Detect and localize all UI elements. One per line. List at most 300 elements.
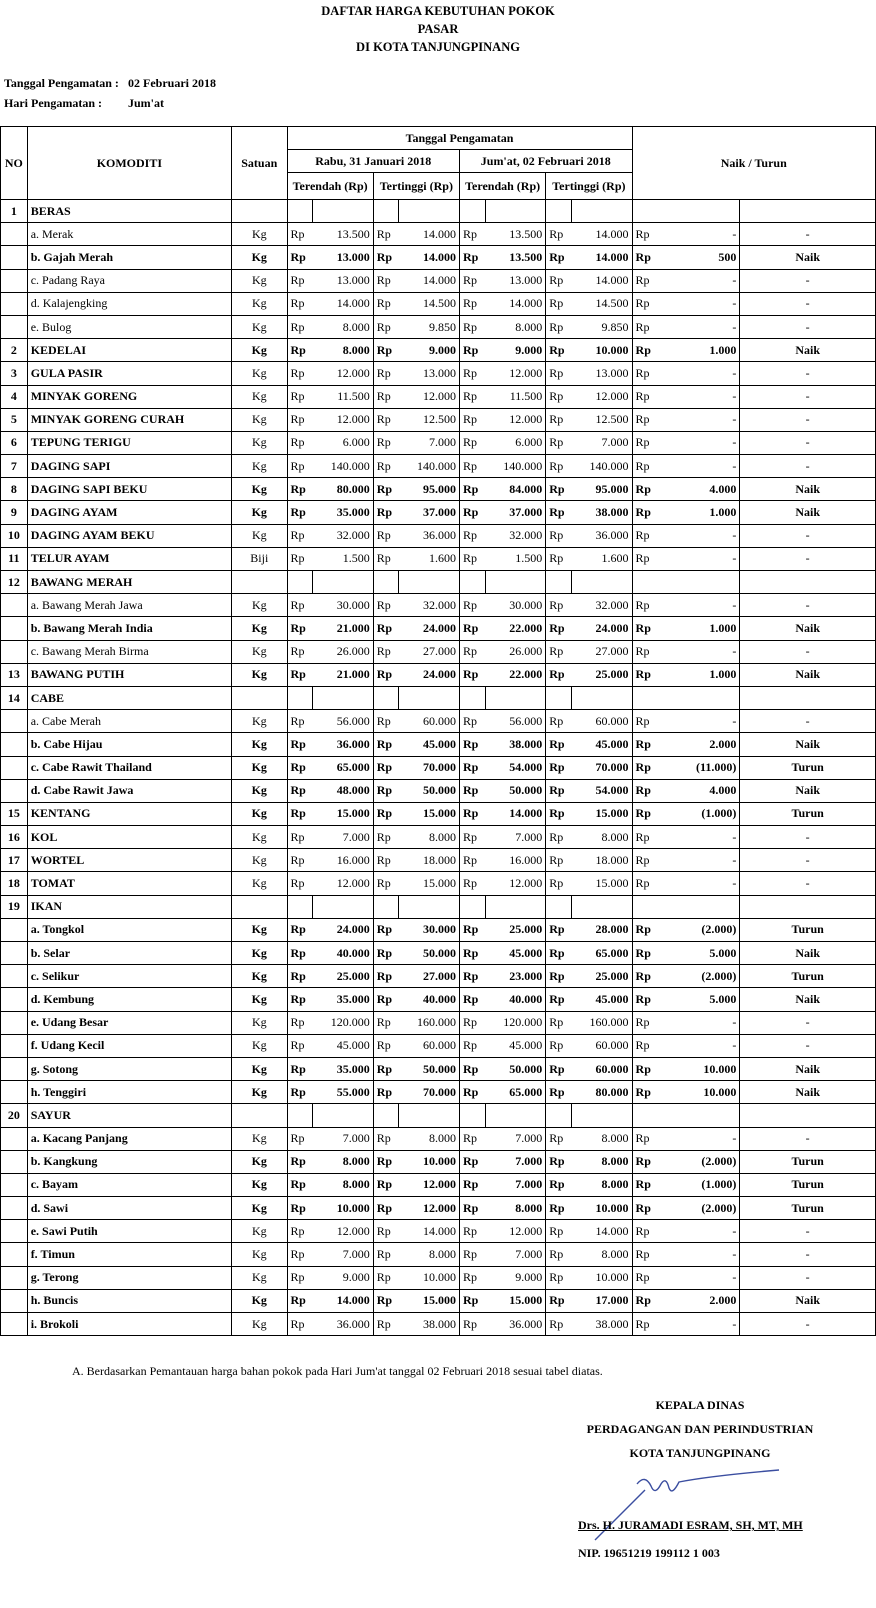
currency-label: Rp (632, 223, 658, 246)
price-difference: - (658, 269, 740, 292)
currency-label: Rp (373, 1313, 399, 1336)
row-number (1, 1127, 28, 1150)
table-row (1, 988, 876, 1011)
commodity-name: WORTEL (27, 849, 231, 872)
empty-cell (571, 895, 632, 918)
currency-label: Rp (373, 617, 399, 640)
observation-day (4, 96, 164, 111)
currency-label: Rp (460, 408, 486, 431)
commodity-name: f. Timun (27, 1243, 231, 1266)
header-date-2: Jum'at, 02 Februari 2018 (460, 150, 633, 173)
price-value: 13.000 (313, 246, 374, 269)
currency-label: Rp (373, 524, 399, 547)
price-value: 40.000 (313, 942, 374, 965)
price-value: 60.000 (571, 710, 632, 733)
price-difference: (1.000) (658, 802, 740, 825)
currency-label: Rp (546, 918, 572, 941)
table-row (1, 733, 876, 756)
price-difference: (2.000) (658, 965, 740, 988)
price-value: 24.000 (313, 918, 374, 941)
unit: Kg (232, 269, 287, 292)
price-value: 30.000 (313, 594, 374, 617)
currency-label: Rp (546, 617, 572, 640)
price-value: 65.000 (571, 942, 632, 965)
price-value: 84.000 (485, 478, 546, 501)
currency-label: Rp (373, 547, 399, 570)
empty-cell (313, 200, 374, 223)
empty-cell (399, 200, 460, 223)
price-value: 36.000 (485, 1313, 546, 1336)
currency-label: Rp (546, 756, 572, 779)
currency-label: Rp (287, 594, 313, 617)
currency-label: Rp (632, 269, 658, 292)
price-value: 8.000 (571, 1150, 632, 1173)
row-number (1, 1057, 28, 1080)
change-status: - (740, 362, 876, 385)
commodity-name: c. Bayam (27, 1173, 231, 1196)
price-difference: - (658, 1220, 740, 1243)
table-row (1, 339, 876, 362)
price-value: 37.000 (485, 501, 546, 524)
price-value: 1.600 (399, 547, 460, 570)
price-value: 32.000 (313, 524, 374, 547)
price-value: 12.000 (485, 1220, 546, 1243)
price-difference: - (658, 1011, 740, 1034)
empty-cell (232, 571, 287, 594)
price-value: 36.000 (571, 524, 632, 547)
currency-label: Rp (546, 802, 572, 825)
price-value: 7.000 (313, 826, 374, 849)
table-row (1, 1057, 876, 1080)
price-value: 38.000 (485, 733, 546, 756)
price-value: 18.000 (571, 849, 632, 872)
row-number: 8 (1, 478, 28, 501)
empty-cell (373, 686, 399, 709)
unit: Kg (232, 733, 287, 756)
row-number (1, 269, 28, 292)
price-difference: - (658, 594, 740, 617)
currency-label: Rp (632, 246, 658, 269)
unit: Biji (232, 547, 287, 570)
row-number (1, 988, 28, 1011)
price-value: 8.000 (313, 1150, 374, 1173)
price-value: 25.000 (571, 965, 632, 988)
empty-cell (485, 1104, 546, 1127)
empty-cell (287, 1104, 313, 1127)
currency-label: Rp (632, 524, 658, 547)
unit: Kg (232, 385, 287, 408)
currency-label: Rp (632, 756, 658, 779)
table-row (1, 849, 876, 872)
currency-label: Rp (546, 1266, 572, 1289)
commodity-name: CABE (27, 686, 231, 709)
row-number: 1 (1, 200, 28, 223)
currency-label: Rp (287, 779, 313, 802)
change-status: Naik (740, 1289, 876, 1312)
price-value: 95.000 (399, 478, 460, 501)
empty-cell (232, 200, 287, 223)
commodity-name: c. Cabe Rawit Thailand (27, 756, 231, 779)
unit: Kg (232, 501, 287, 524)
currency-label: Rp (460, 849, 486, 872)
unit: Kg (232, 223, 287, 246)
currency-label: Rp (546, 292, 572, 315)
change-status: - (740, 1266, 876, 1289)
change-status: Naik (740, 988, 876, 1011)
commodity-name: GULA PASIR (27, 362, 231, 385)
table-row (1, 1034, 876, 1057)
price-value: 30.000 (399, 918, 460, 941)
commodity-name: KEDELAI (27, 339, 231, 362)
price-difference: 5.000 (658, 988, 740, 1011)
empty-cell (485, 895, 546, 918)
unit: Kg (232, 1173, 287, 1196)
price-difference: - (658, 385, 740, 408)
row-number (1, 942, 28, 965)
commodity-name: DAGING SAPI BEKU (27, 478, 231, 501)
row-number (1, 918, 28, 941)
row-number: 17 (1, 849, 28, 872)
price-value: 26.000 (313, 640, 374, 663)
group-row (1, 571, 876, 594)
currency-label: Rp (373, 942, 399, 965)
commodity-name: h. Tenggiri (27, 1081, 231, 1104)
currency-label: Rp (546, 779, 572, 802)
price-value: 24.000 (399, 617, 460, 640)
price-difference: - (658, 223, 740, 246)
price-value: 27.000 (399, 640, 460, 663)
row-number (1, 779, 28, 802)
change-status: - (740, 1313, 876, 1336)
currency-label: Rp (460, 640, 486, 663)
commodity-name: a. Cabe Merah (27, 710, 231, 733)
row-number: 19 (1, 895, 28, 918)
price-value: 15.000 (399, 1289, 460, 1312)
currency-label: Rp (460, 223, 486, 246)
price-value: 8.000 (571, 1243, 632, 1266)
price-value: 24.000 (571, 617, 632, 640)
price-value: 12.000 (485, 872, 546, 895)
price-difference: 4.000 (658, 478, 740, 501)
group-row (1, 1104, 876, 1127)
currency-label: Rp (460, 269, 486, 292)
price-value: 1.500 (313, 547, 374, 570)
change-status: Turun (740, 1173, 876, 1196)
currency-label: Rp (373, 1243, 399, 1266)
empty-cell (546, 1104, 572, 1127)
row-number (1, 965, 28, 988)
currency-label: Rp (546, 710, 572, 733)
unit: Kg (232, 1127, 287, 1150)
currency-label: Rp (546, 1127, 572, 1150)
currency-label: Rp (373, 1220, 399, 1243)
empty-cell (287, 686, 313, 709)
price-value: 8.000 (571, 1127, 632, 1150)
price-value: 50.000 (485, 1057, 546, 1080)
row-number: 7 (1, 455, 28, 478)
header-komoditi: KOMODITI (27, 127, 231, 200)
price-value: 15.000 (399, 872, 460, 895)
currency-label: Rp (546, 1289, 572, 1312)
table-row (1, 756, 876, 779)
currency-label: Rp (373, 478, 399, 501)
row-number (1, 756, 28, 779)
currency-label: Rp (460, 942, 486, 965)
observation-date-value: 02 Februari 2018 (128, 76, 216, 90)
commodity-name: MINYAK GORENG CURAH (27, 408, 231, 431)
currency-label: Rp (373, 1173, 399, 1196)
table-row (1, 292, 876, 315)
table-row (1, 1243, 876, 1266)
change-status: - (740, 710, 876, 733)
price-difference: - (658, 362, 740, 385)
price-value: 1.500 (485, 547, 546, 570)
price-difference: 10.000 (658, 1081, 740, 1104)
commodity-name: a. Tongkol (27, 918, 231, 941)
currency-label: Rp (546, 1243, 572, 1266)
price-difference: 1.000 (658, 339, 740, 362)
empty-cell (460, 200, 486, 223)
price-value: 140.000 (485, 455, 546, 478)
price-value: 7.000 (571, 431, 632, 454)
commodity-name: f. Udang Kecil (27, 1034, 231, 1057)
price-value: 12.000 (313, 362, 374, 385)
price-difference: - (658, 455, 740, 478)
currency-label: Rp (287, 362, 313, 385)
currency-label: Rp (460, 872, 486, 895)
price-value: 12.500 (399, 408, 460, 431)
empty-cell (232, 1104, 287, 1127)
price-value: 80.000 (571, 1081, 632, 1104)
currency-label: Rp (460, 617, 486, 640)
empty-cell (740, 686, 876, 709)
doc-subtitle-market: PASAR (417, 22, 459, 36)
price-value: 13.000 (399, 362, 460, 385)
price-value: 54.000 (485, 756, 546, 779)
price-value: 6.000 (313, 431, 374, 454)
commodity-name: g. Sotong (27, 1057, 231, 1080)
row-number (1, 1011, 28, 1034)
currency-label: Rp (287, 385, 313, 408)
price-value: 7.000 (485, 826, 546, 849)
price-value: 13.000 (313, 269, 374, 292)
price-difference: - (658, 826, 740, 849)
table-row (1, 408, 876, 431)
currency-label: Rp (460, 756, 486, 779)
signatory-name: Drs. H. JURAMADI ESRAM, SH, MT, MH (578, 1518, 803, 1532)
currency-label: Rp (546, 547, 572, 570)
commodity-name: b. Selar (27, 942, 231, 965)
currency-label: Rp (373, 710, 399, 733)
observation-day-label: Hari Pengamatan : (4, 96, 102, 110)
currency-label: Rp (632, 942, 658, 965)
price-value: 60.000 (399, 1034, 460, 1057)
currency-label: Rp (373, 826, 399, 849)
price-difference: 500 (658, 246, 740, 269)
currency-label: Rp (632, 918, 658, 941)
change-status: - (740, 315, 876, 338)
empty-cell (460, 895, 486, 918)
price-value: 7.000 (399, 431, 460, 454)
price-value: 12.000 (399, 385, 460, 408)
row-number: 12 (1, 571, 28, 594)
currency-label: Rp (373, 339, 399, 362)
currency-label: Rp (460, 802, 486, 825)
price-value: 12.000 (399, 1197, 460, 1220)
currency-label: Rp (287, 965, 313, 988)
currency-label: Rp (632, 339, 658, 362)
commodity-name: d. Sawi (27, 1197, 231, 1220)
commodity-name: d. Cabe Rawit Jawa (27, 779, 231, 802)
change-status: Naik (740, 733, 876, 756)
change-status: - (740, 547, 876, 570)
empty-cell (313, 571, 374, 594)
unit: Kg (232, 1313, 287, 1336)
empty-cell (313, 895, 374, 918)
header-low-2: Terendah (Rp) (460, 173, 546, 200)
price-difference: - (658, 1243, 740, 1266)
currency-label: Rp (460, 779, 486, 802)
currency-label: Rp (287, 849, 313, 872)
price-value: 12.000 (571, 385, 632, 408)
currency-label: Rp (373, 1081, 399, 1104)
commodity-name: b. Gajah Merah (27, 246, 231, 269)
currency-label: Rp (632, 501, 658, 524)
currency-label: Rp (632, 1243, 658, 1266)
empty-cell (632, 686, 658, 709)
price-difference: - (658, 1127, 740, 1150)
table-row (1, 455, 876, 478)
currency-label: Rp (546, 594, 572, 617)
change-status: Turun (740, 1150, 876, 1173)
header-high-2: Tertinggi (Rp) (546, 173, 632, 200)
empty-cell (740, 1104, 876, 1127)
currency-label: Rp (287, 455, 313, 478)
currency-label: Rp (287, 710, 313, 733)
unit: Kg (232, 431, 287, 454)
empty-cell (485, 571, 546, 594)
commodity-name: TELUR AYAM (27, 547, 231, 570)
empty-cell (658, 200, 740, 223)
table-row (1, 547, 876, 570)
unit: Kg (232, 1289, 287, 1312)
unit: Kg (232, 1057, 287, 1080)
currency-label: Rp (287, 1313, 313, 1336)
price-difference: - (658, 849, 740, 872)
price-value: 36.000 (313, 1313, 374, 1336)
price-value: 22.000 (485, 663, 546, 686)
price-value: 160.000 (571, 1011, 632, 1034)
currency-label: Rp (632, 965, 658, 988)
change-status: - (740, 269, 876, 292)
currency-label: Rp (546, 246, 572, 269)
price-value: 30.000 (485, 594, 546, 617)
change-status: - (740, 1220, 876, 1243)
price-value: 60.000 (571, 1034, 632, 1057)
price-value: 32.000 (571, 594, 632, 617)
price-value: 9.850 (571, 315, 632, 338)
commodity-name: b. Bawang Merah India (27, 617, 231, 640)
currency-label: Rp (460, 524, 486, 547)
currency-label: Rp (546, 455, 572, 478)
price-value: 16.000 (313, 849, 374, 872)
currency-label: Rp (632, 640, 658, 663)
row-number (1, 640, 28, 663)
unit: Kg (232, 756, 287, 779)
price-value: 9.000 (485, 339, 546, 362)
empty-cell (571, 1104, 632, 1127)
price-value: 14.000 (571, 223, 632, 246)
currency-label: Rp (632, 292, 658, 315)
currency-label: Rp (546, 339, 572, 362)
empty-cell (313, 1104, 374, 1127)
price-value: 48.000 (313, 779, 374, 802)
currency-label: Rp (287, 1150, 313, 1173)
change-status: - (740, 849, 876, 872)
empty-cell (460, 571, 486, 594)
table-row (1, 594, 876, 617)
price-value: 10.000 (313, 1197, 374, 1220)
table-row (1, 826, 876, 849)
currency-label: Rp (460, 547, 486, 570)
price-value: 8.000 (485, 1197, 546, 1220)
price-difference: - (658, 431, 740, 454)
currency-label: Rp (287, 431, 313, 454)
currency-label: Rp (546, 1197, 572, 1220)
price-value: 6.000 (485, 431, 546, 454)
price-value: 50.000 (399, 779, 460, 802)
handwritten-signature (575, 1462, 815, 1552)
price-value: 14.000 (485, 292, 546, 315)
currency-label: Rp (373, 918, 399, 941)
currency-label: Rp (460, 1057, 486, 1080)
currency-label: Rp (546, 965, 572, 988)
currency-label: Rp (632, 1313, 658, 1336)
doc-title: DAFTAR HARGA KEBUTUHAN POKOK (321, 4, 555, 18)
table-row (1, 918, 876, 941)
row-number: 4 (1, 385, 28, 408)
table-row (1, 617, 876, 640)
price-value: 38.000 (399, 1313, 460, 1336)
price-difference: (2.000) (658, 918, 740, 941)
unit: Kg (232, 1150, 287, 1173)
currency-label: Rp (373, 1127, 399, 1150)
empty-cell (632, 895, 658, 918)
row-number (1, 710, 28, 733)
unit: Kg (232, 1011, 287, 1034)
price-value: 14.000 (571, 246, 632, 269)
price-value: 45.000 (313, 1034, 374, 1057)
currency-label: Rp (373, 1150, 399, 1173)
change-status: Naik (740, 478, 876, 501)
currency-label: Rp (632, 617, 658, 640)
signature-title: KEPALA DINAS (655, 1398, 745, 1412)
price-value: 70.000 (399, 756, 460, 779)
currency-label: Rp (546, 1220, 572, 1243)
currency-label: Rp (460, 1034, 486, 1057)
header-tanggal: Tanggal Pengamatan (287, 127, 632, 150)
price-value: 14.500 (571, 292, 632, 315)
empty-cell (313, 686, 374, 709)
unit: Kg (232, 524, 287, 547)
price-value: 65.000 (313, 756, 374, 779)
row-number: 18 (1, 872, 28, 895)
price-value: 13.500 (485, 223, 546, 246)
currency-label: Rp (373, 802, 399, 825)
currency-label: Rp (546, 663, 572, 686)
price-value: 22.000 (485, 617, 546, 640)
price-value: 26.000 (485, 640, 546, 663)
